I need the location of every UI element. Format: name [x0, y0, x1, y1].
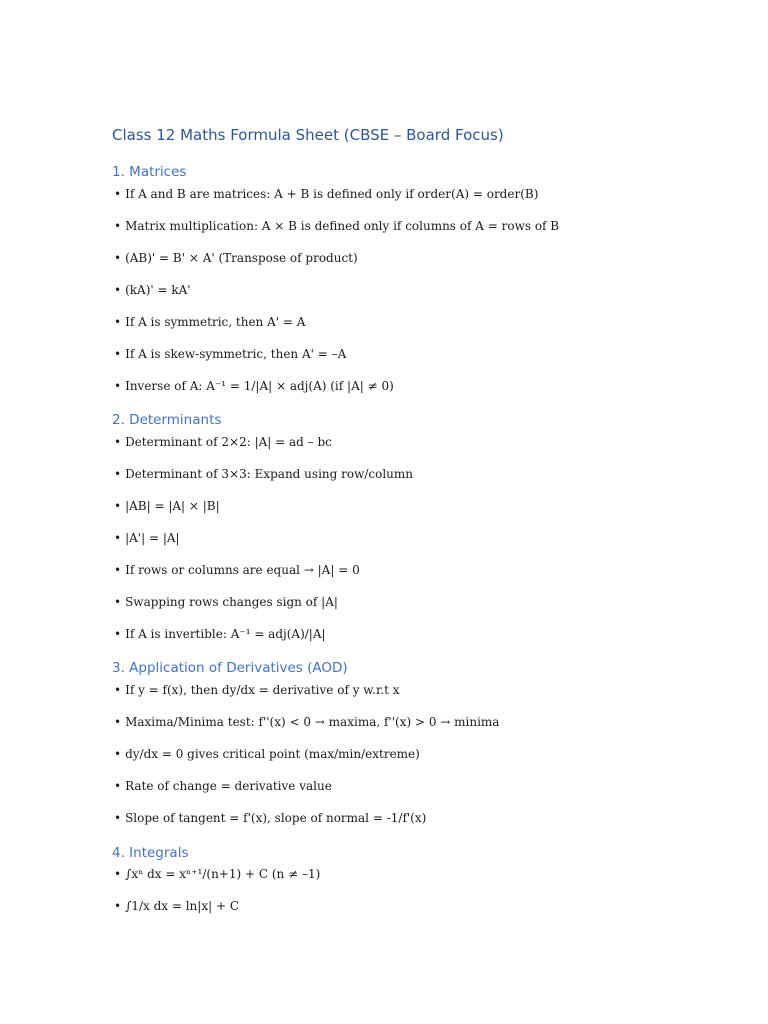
bullet-icon: • [114, 867, 122, 881]
list-item-text: Matrix multiplication: A × B is defined only if columns of A = rows of B [125, 219, 560, 233]
list-item-text: Rate of change = derivative value [125, 779, 332, 793]
bullet-icon: • [114, 715, 122, 729]
bullet-icon: • [114, 899, 122, 913]
list-item [114, 497, 220, 515]
list-item-text: Maxima/Minima test: f''(x) < 0 → maxima, f''(x) > 0 → minima [125, 715, 500, 729]
bullet-icon: • [114, 379, 122, 393]
list-item-text: If A and B are matrices: A + B is defined only if order(A) = order(B) [125, 187, 539, 201]
list-item-text: |AB| = |A| × |B| [125, 499, 220, 513]
section-heading-aod: 3. Application of Derivatives (AOD) [112, 660, 348, 676]
list-item-text: ∫xⁿ dx = xⁿ⁺¹/(n+1) + C (n ≠ –1) [125, 867, 321, 881]
list-item-text: Determinant of 3×3: Expand using row/column [125, 467, 414, 481]
list-item-text: If rows or columns are equal → |A| = 0 [125, 563, 360, 577]
list-item [114, 713, 499, 731]
list-item-text: dy/dx = 0 gives critical point (max/min/extreme) [125, 747, 420, 761]
bullet-icon: • [114, 283, 122, 297]
list-item [114, 433, 332, 451]
list-item [114, 313, 305, 331]
bullet-icon: • [114, 779, 122, 793]
list-item-text: Swapping rows changes sign of |A| [125, 595, 338, 609]
bullet-icon: • [114, 187, 122, 201]
list-item [114, 745, 420, 763]
bullet-icon: • [114, 315, 122, 329]
list-item-text: (kA)' = kA' [125, 283, 191, 297]
list-item [114, 593, 338, 611]
bullet-icon: • [114, 499, 122, 513]
list-item-text: If A is skew-symmetric, then A' = –A [125, 347, 347, 361]
section-heading-integrals: 4. Integrals [112, 845, 189, 861]
list-item [114, 897, 239, 915]
list-item [114, 465, 413, 483]
section-heading-matrices: 1. Matrices [112, 164, 187, 180]
bullet-icon: • [114, 627, 122, 641]
list-item-text: If A is symmetric, then A' = A [125, 315, 306, 329]
list-item [114, 865, 320, 883]
bullet-icon: • [114, 347, 122, 361]
list-item [114, 809, 426, 827]
list-item [114, 377, 394, 395]
list-item [114, 681, 400, 699]
bullet-icon: • [114, 531, 122, 545]
list-item [114, 217, 559, 235]
list-item-text: If y = f(x), then dy/dx = derivative of y w.r.t x [125, 683, 400, 697]
list-item [114, 561, 360, 579]
section-heading-determinants: 2. Determinants [112, 412, 222, 428]
bullet-icon: • [114, 563, 122, 577]
list-item-text: Slope of tangent = f'(x), slope of normal = -1/f'(x) [125, 811, 427, 825]
list-item [114, 777, 332, 795]
document-title: Class 12 Maths Formula Sheet (CBSE – Board Focus) [112, 126, 504, 144]
bullet-icon: • [114, 435, 122, 449]
list-item [114, 185, 538, 203]
list-item [114, 345, 346, 363]
bullet-icon: • [114, 683, 122, 697]
list-item-text: Determinant of 2×2: |A| = ad – bc [125, 435, 332, 449]
list-item-text: (AB)' = B' × A' (Transpose of product) [125, 251, 358, 265]
list-item-text: ∫1/x dx = ln|x| + C [125, 899, 240, 913]
bullet-icon: • [114, 219, 122, 233]
bullet-icon: • [114, 467, 122, 481]
list-item-text: Inverse of A: A⁻¹ = 1/|A| × adj(A) (if |A| ≠ 0) [125, 379, 394, 393]
list-item [114, 249, 358, 267]
list-item [114, 625, 326, 643]
bullet-icon: • [114, 811, 122, 825]
list-item [114, 529, 180, 547]
bullet-icon: • [114, 251, 122, 265]
bullet-icon: • [114, 595, 122, 609]
bullet-icon: • [114, 747, 122, 761]
list-item [114, 281, 191, 299]
list-item-text: If A is invertible: A⁻¹ = adj(A)/|A| [125, 627, 326, 641]
list-item-text: |A'| = |A| [125, 531, 180, 545]
